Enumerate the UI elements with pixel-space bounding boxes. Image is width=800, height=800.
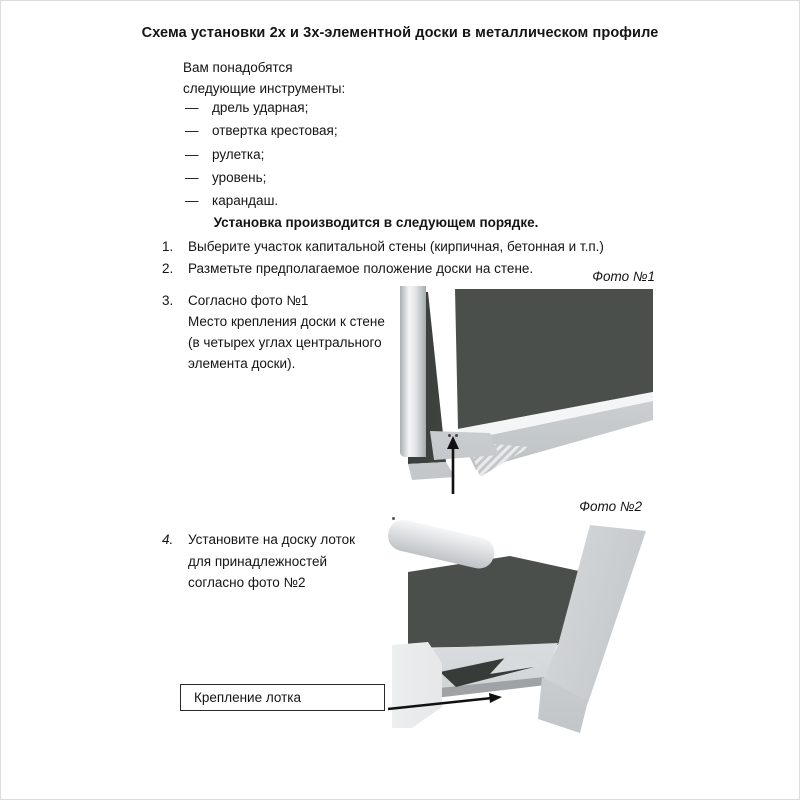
step-number: 4. xyxy=(162,532,174,547)
step-text: Место крепления доски к стене xyxy=(188,314,385,329)
step-number: 3. xyxy=(162,293,174,308)
callout-label: Крепление лотка xyxy=(194,690,301,705)
tool-label: отвертка крестовая; xyxy=(212,123,338,139)
corner-screw xyxy=(392,517,395,520)
step-number: 2. xyxy=(162,261,174,276)
step-3 xyxy=(162,290,385,374)
tray-cap-rounded-top xyxy=(385,517,497,572)
tools-intro xyxy=(183,57,345,99)
list-item xyxy=(185,119,338,142)
dash-bullet: — xyxy=(185,100,199,116)
step-number: 1. xyxy=(162,239,174,254)
step-text: согласно фото №2 xyxy=(188,575,306,590)
vertical-aluminum-profile xyxy=(400,286,426,457)
step-2 xyxy=(162,258,533,279)
list-item xyxy=(185,166,338,189)
step-text: Установите на доску лоток xyxy=(188,532,356,547)
photo1-caption: Фото №1 xyxy=(592,269,655,284)
tool-label: уровень; xyxy=(212,170,267,186)
step-4 xyxy=(162,529,355,594)
list-item xyxy=(185,96,338,119)
dash-bullet: — xyxy=(185,146,199,162)
tools-intro-line2: следующие инструменты: xyxy=(183,81,346,96)
step-text: для принадлежностей xyxy=(188,553,328,569)
tool-label: дрель ударная; xyxy=(212,100,309,116)
arrow-right-icon xyxy=(386,689,504,714)
tools-intro-line1: Вам понадобятся xyxy=(183,60,293,75)
photo2-caption: Фото №2 xyxy=(579,499,642,514)
step-text: Выберите участок капитальной стены (кирпичная, бетонная и т.п.) xyxy=(188,239,604,254)
step-1 xyxy=(162,236,604,257)
arrow-up-icon xyxy=(443,436,463,496)
tool-label: рулетка; xyxy=(212,146,265,162)
dash-bullet: — xyxy=(185,170,199,186)
tray-mount-callout xyxy=(180,684,385,711)
step-text: элемента доски). xyxy=(188,356,296,371)
step-text: Согласно фото №1 xyxy=(188,293,309,308)
dash-bullet: — xyxy=(185,193,199,209)
step-text: (в четырех углах центрального xyxy=(188,335,382,350)
list-item xyxy=(185,143,338,166)
tool-label: карандаш. xyxy=(212,193,279,209)
procedure-heading: Установка производится в следующем порядке. xyxy=(213,215,539,230)
tools-list xyxy=(185,96,338,212)
page-title: Схема установки 2х и 3х-элементной доски в металлическом профиле xyxy=(141,25,659,41)
photo-1-board-corner xyxy=(400,286,692,498)
dash-bullet: — xyxy=(185,123,199,139)
list-item xyxy=(185,189,338,212)
step-text: Разметьте предполагаемое положение доски на стене. xyxy=(188,261,534,276)
